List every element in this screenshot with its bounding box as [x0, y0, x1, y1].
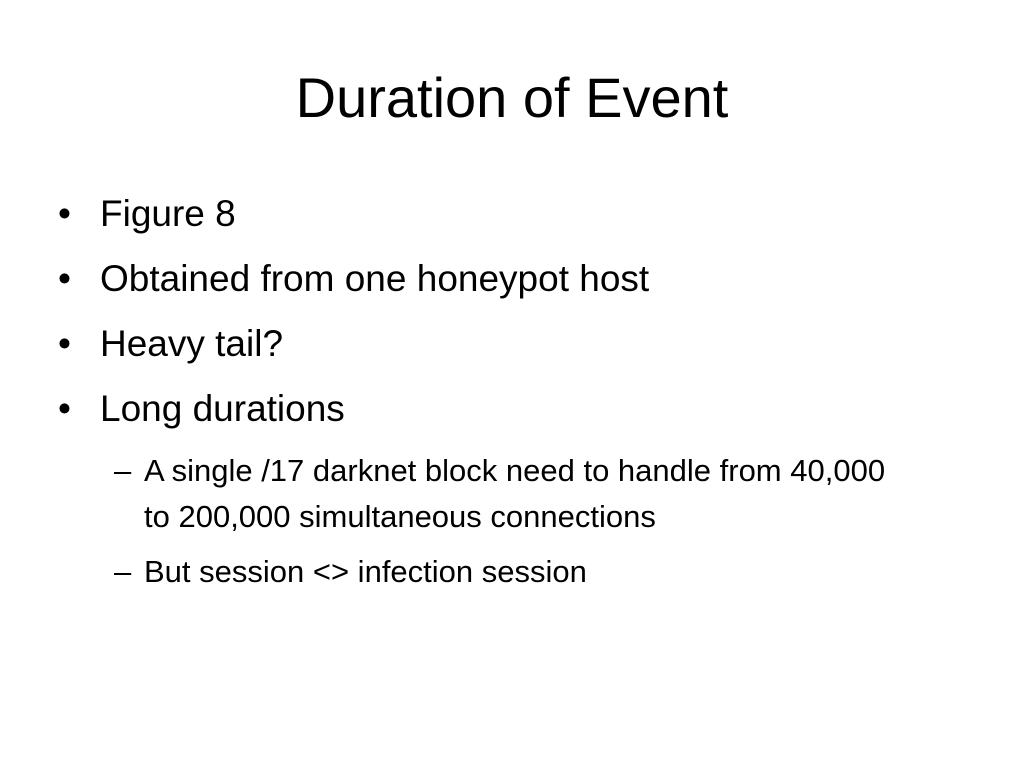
bullet-item	[58, 190, 958, 238]
bullet-marker: •	[58, 388, 71, 429]
sub-bullet-text: But session <> infection session	[144, 554, 587, 589]
bullet-marker: •	[58, 323, 71, 364]
dash-marker: –	[114, 554, 132, 589]
bullet-list	[58, 190, 958, 437]
sub-bullet-item	[58, 448, 958, 540]
bullet-marker: •	[58, 193, 71, 234]
sub-bullet-item	[58, 549, 958, 595]
slide-title: Duration of Event	[295, 66, 729, 129]
sub-bullet-text: A single /17 darknet block need to handle from 40,000 to 200,000 simultaneous connections	[144, 453, 886, 534]
bullet-text: Long durations	[100, 388, 345, 429]
bullet-item	[58, 320, 958, 368]
bullet-item	[58, 255, 958, 303]
sub-bullet-list	[58, 448, 958, 604]
bullet-text: Figure 8	[100, 193, 236, 234]
bullet-text: Obtained from one honeypot host	[100, 258, 650, 299]
bullet-text: Heavy tail?	[100, 323, 284, 364]
bullet-marker: •	[58, 258, 71, 299]
bullet-item	[58, 385, 958, 433]
dash-marker: –	[114, 453, 132, 488]
